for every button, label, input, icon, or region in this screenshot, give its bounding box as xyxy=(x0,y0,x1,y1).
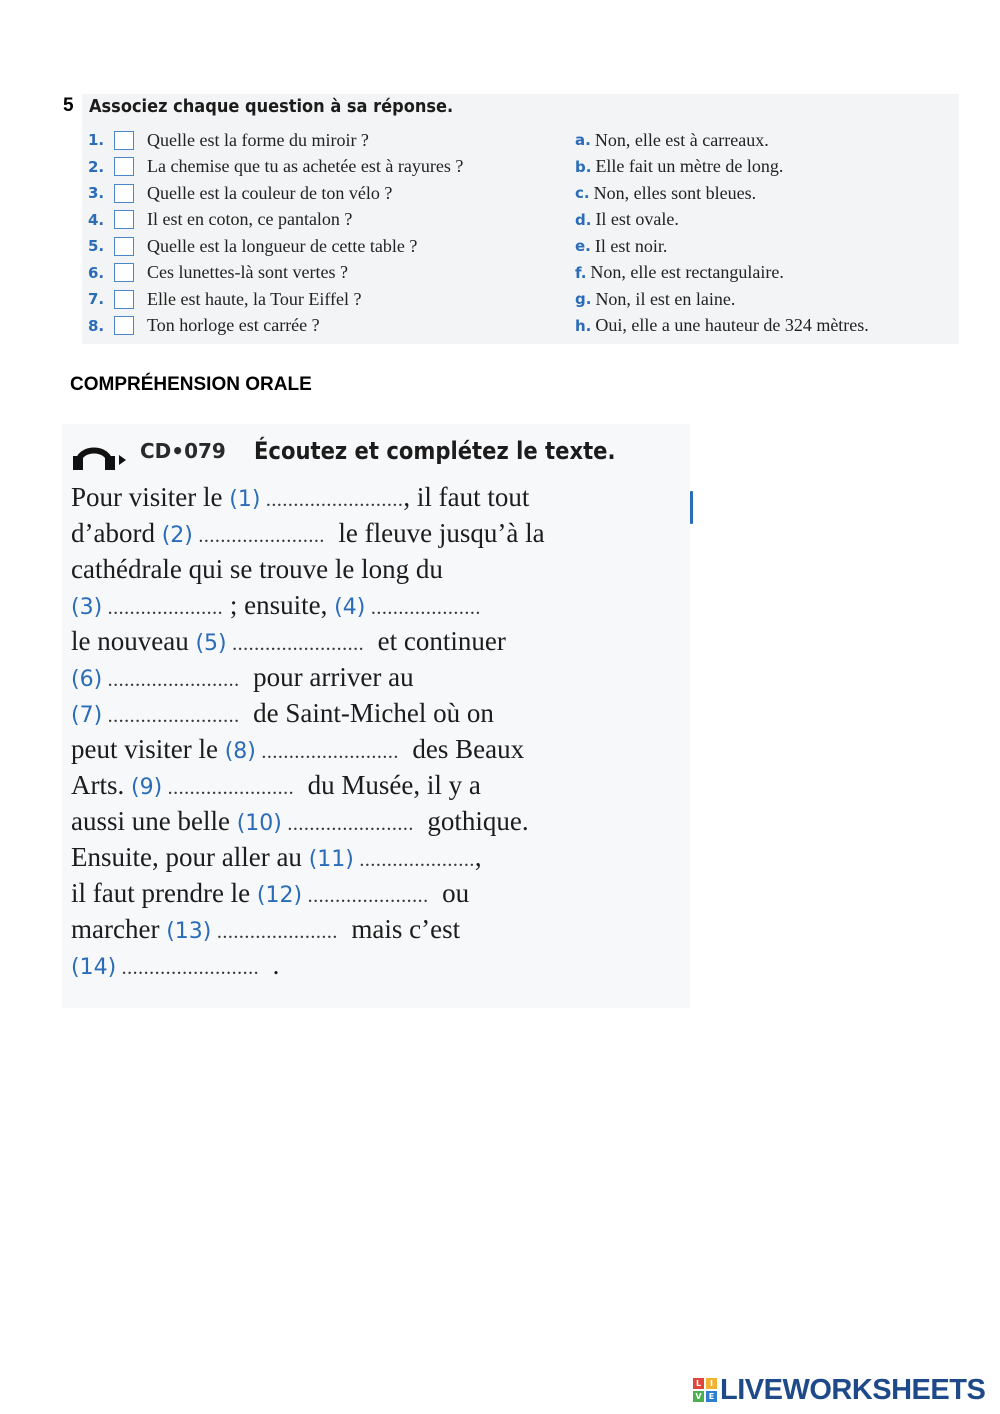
text-line xyxy=(71,911,671,947)
blank-dots[interactable]: ......................... xyxy=(260,489,404,511)
question-row xyxy=(88,260,568,287)
answer-text: Non, elle est rectangulaire. xyxy=(590,262,784,283)
blank-number: (12) xyxy=(256,883,303,908)
text-segment: , il faut tout xyxy=(403,482,530,512)
blank-number: (2) xyxy=(161,523,193,548)
answer-checkbox[interactable] xyxy=(114,157,134,176)
answer-checkbox[interactable] xyxy=(114,237,134,256)
text-segment: peut visiter le xyxy=(71,734,225,764)
text-line xyxy=(71,515,671,551)
headphones-icon xyxy=(70,438,128,470)
answer-text: Non, elles sont bleues. xyxy=(593,182,757,203)
text-segment: Arts. xyxy=(71,770,131,800)
blank-dots[interactable]: ......................... xyxy=(116,957,260,979)
question-row xyxy=(88,233,568,260)
text-line xyxy=(71,659,671,695)
question-text: Quelle est la longueur de cette table ? xyxy=(147,235,418,256)
text-segment: aussi une belle xyxy=(71,806,237,836)
blank-dots[interactable]: ...................... xyxy=(302,885,429,907)
answer-row xyxy=(575,286,955,313)
question-text: Ton horloge est carrée ? xyxy=(147,315,320,336)
blank-number: (1) xyxy=(229,487,261,512)
text-segment: le nouveau xyxy=(71,626,196,656)
logo-cell: E xyxy=(706,1391,717,1402)
question-text: Quelle est la couleur de ton vélo ? xyxy=(147,182,393,203)
answer-letter: b. xyxy=(575,157,592,176)
blank-number: (3) xyxy=(71,595,103,620)
text-line xyxy=(71,587,671,623)
answer-row xyxy=(575,127,955,154)
text-segment: pour arriver au xyxy=(239,662,414,692)
logo-cell: V xyxy=(693,1391,704,1402)
text-line xyxy=(71,947,671,983)
answer-letter: g. xyxy=(575,290,592,309)
logo-cell: L xyxy=(693,1378,704,1389)
matching-exercise xyxy=(82,94,959,344)
answer-checkbox[interactable] xyxy=(114,131,134,150)
blank-dots[interactable]: ........................ xyxy=(102,705,240,727)
blank-dots[interactable]: ........................ xyxy=(102,669,240,691)
question-row xyxy=(88,286,568,313)
logo-cell: I xyxy=(706,1378,717,1389)
blank-number: (7) xyxy=(71,703,103,728)
liveworksheets-logo xyxy=(693,1373,985,1407)
question-number: 3. xyxy=(88,184,105,203)
answer-text: Il est noir. xyxy=(594,235,668,256)
listening-exercise xyxy=(62,424,690,1008)
question-row xyxy=(88,154,568,181)
answer-text: Oui, elle a une hauteur de 324 mètres. xyxy=(595,315,869,336)
question-text: Il est en coton, ce pantalon ? xyxy=(147,209,353,230)
text-line xyxy=(71,695,671,731)
question-number: 7. xyxy=(88,290,105,309)
answer-letter: c. xyxy=(575,184,590,203)
logo-grid-icon xyxy=(693,1378,717,1402)
text-line xyxy=(71,551,671,587)
blank-dots[interactable]: ....................... xyxy=(281,813,414,835)
question-text: Elle est haute, la Tour Eiffel ? xyxy=(147,288,362,309)
text-segment: Ensuite, pour aller au xyxy=(71,842,309,872)
question-number: 6. xyxy=(88,263,105,282)
answer-letter: d. xyxy=(575,210,592,229)
question-number: 5. xyxy=(88,237,105,256)
question-number: 2. xyxy=(88,157,105,176)
answer-text: Elle fait un mètre de long. xyxy=(595,156,784,177)
question-list xyxy=(88,127,568,339)
text-segment: il faut prendre le xyxy=(71,878,257,908)
answer-text: Non, il est en laine. xyxy=(595,288,736,309)
cd-track-code: CD•079 xyxy=(140,439,226,463)
answer-row xyxy=(575,154,955,181)
text-line xyxy=(71,623,671,659)
answer-checkbox[interactable] xyxy=(114,263,134,282)
answer-letter: h. xyxy=(575,316,592,335)
text-segment: cathédrale qui se trouve le long du xyxy=(71,554,443,584)
question-text: Quelle est la forme du miroir ? xyxy=(147,129,369,150)
answer-letter: f. xyxy=(575,263,587,282)
question-row xyxy=(88,180,568,207)
blank-number: (14) xyxy=(71,955,117,980)
answer-letter: a. xyxy=(575,131,591,150)
question-row xyxy=(88,127,568,154)
text-segment: marcher xyxy=(71,914,167,944)
blank-dots[interactable]: ......................... xyxy=(255,741,399,763)
text-line xyxy=(71,875,671,911)
text-segment: gothique. xyxy=(413,806,529,836)
blank-number: (5) xyxy=(195,631,227,656)
blank-number: (10) xyxy=(236,811,282,836)
answer-row xyxy=(575,260,955,287)
question-number: 8. xyxy=(88,316,105,335)
answer-row xyxy=(575,207,955,234)
text-line xyxy=(71,839,671,875)
question-text: Ces lunettes-là sont vertes ? xyxy=(147,262,348,283)
blank-number: (8) xyxy=(224,739,256,764)
fill-in-text xyxy=(71,479,671,983)
question-row xyxy=(88,207,568,234)
blank-dots[interactable]: ........................ xyxy=(226,633,365,655)
text-segment: des Beaux xyxy=(398,734,525,764)
answer-checkbox[interactable] xyxy=(114,316,134,335)
blank-dots[interactable]: .................... xyxy=(365,597,481,619)
blank-dots[interactable]: ....................... xyxy=(162,777,295,799)
answer-row xyxy=(575,180,955,207)
text-segment: , xyxy=(474,842,482,872)
exercise-number: 5 xyxy=(63,95,74,116)
question-row xyxy=(88,313,568,340)
answer-row xyxy=(575,313,955,340)
blank-number: (11) xyxy=(308,847,354,872)
text-line xyxy=(71,803,671,839)
text-segment: d’abord xyxy=(71,518,162,548)
answer-text: Il est ovale. xyxy=(595,209,679,230)
listening-title: Écoutez et complétez le texte. xyxy=(254,437,616,465)
text-segment: du Musée, il y a xyxy=(294,770,481,800)
blank-dots[interactable]: ..................... xyxy=(102,597,224,619)
blank-number: (13) xyxy=(166,919,212,944)
blank-dots[interactable]: ..................... xyxy=(353,849,475,871)
text-segment: de Saint-Michel où on xyxy=(239,698,494,728)
text-segment: . xyxy=(259,950,280,980)
text-segment: et continuer xyxy=(364,626,506,656)
text-segment: le fleuve jusqu’à la xyxy=(324,518,545,548)
question-text: La chemise que tu as achetée est à rayures ? xyxy=(147,156,464,177)
blank-number: (9) xyxy=(131,775,163,800)
question-number: 4. xyxy=(88,210,105,229)
text-segment: ou xyxy=(428,878,470,908)
exercise-title: Associez chaque question à sa réponse. xyxy=(89,96,454,117)
section-heading: COMPRÉHENSION ORALE xyxy=(70,374,312,395)
blank-dots[interactable]: ...................... xyxy=(211,921,338,943)
answer-checkbox[interactable] xyxy=(114,184,134,203)
logo-text: LIVEWORKSHEETS xyxy=(720,1373,986,1406)
text-line xyxy=(71,479,671,515)
text-line xyxy=(71,731,671,767)
answer-text: Non, elle est à carreaux. xyxy=(594,129,769,150)
blank-number: (4) xyxy=(334,595,366,620)
text-segment: ; ensuite, xyxy=(223,590,335,620)
margin-marker xyxy=(690,491,693,524)
text-segment: Pour visiter le xyxy=(71,482,230,512)
answer-checkbox[interactable] xyxy=(114,210,134,229)
text-segment: mais c’est xyxy=(337,914,461,944)
answer-list xyxy=(575,127,955,339)
question-number: 1. xyxy=(88,131,105,150)
answer-checkbox[interactable] xyxy=(114,290,134,309)
answer-letter: e. xyxy=(575,237,591,256)
answer-row xyxy=(575,233,955,260)
blank-number: (6) xyxy=(71,667,103,692)
text-line xyxy=(71,767,671,803)
blank-dots[interactable]: ....................... xyxy=(192,525,325,547)
